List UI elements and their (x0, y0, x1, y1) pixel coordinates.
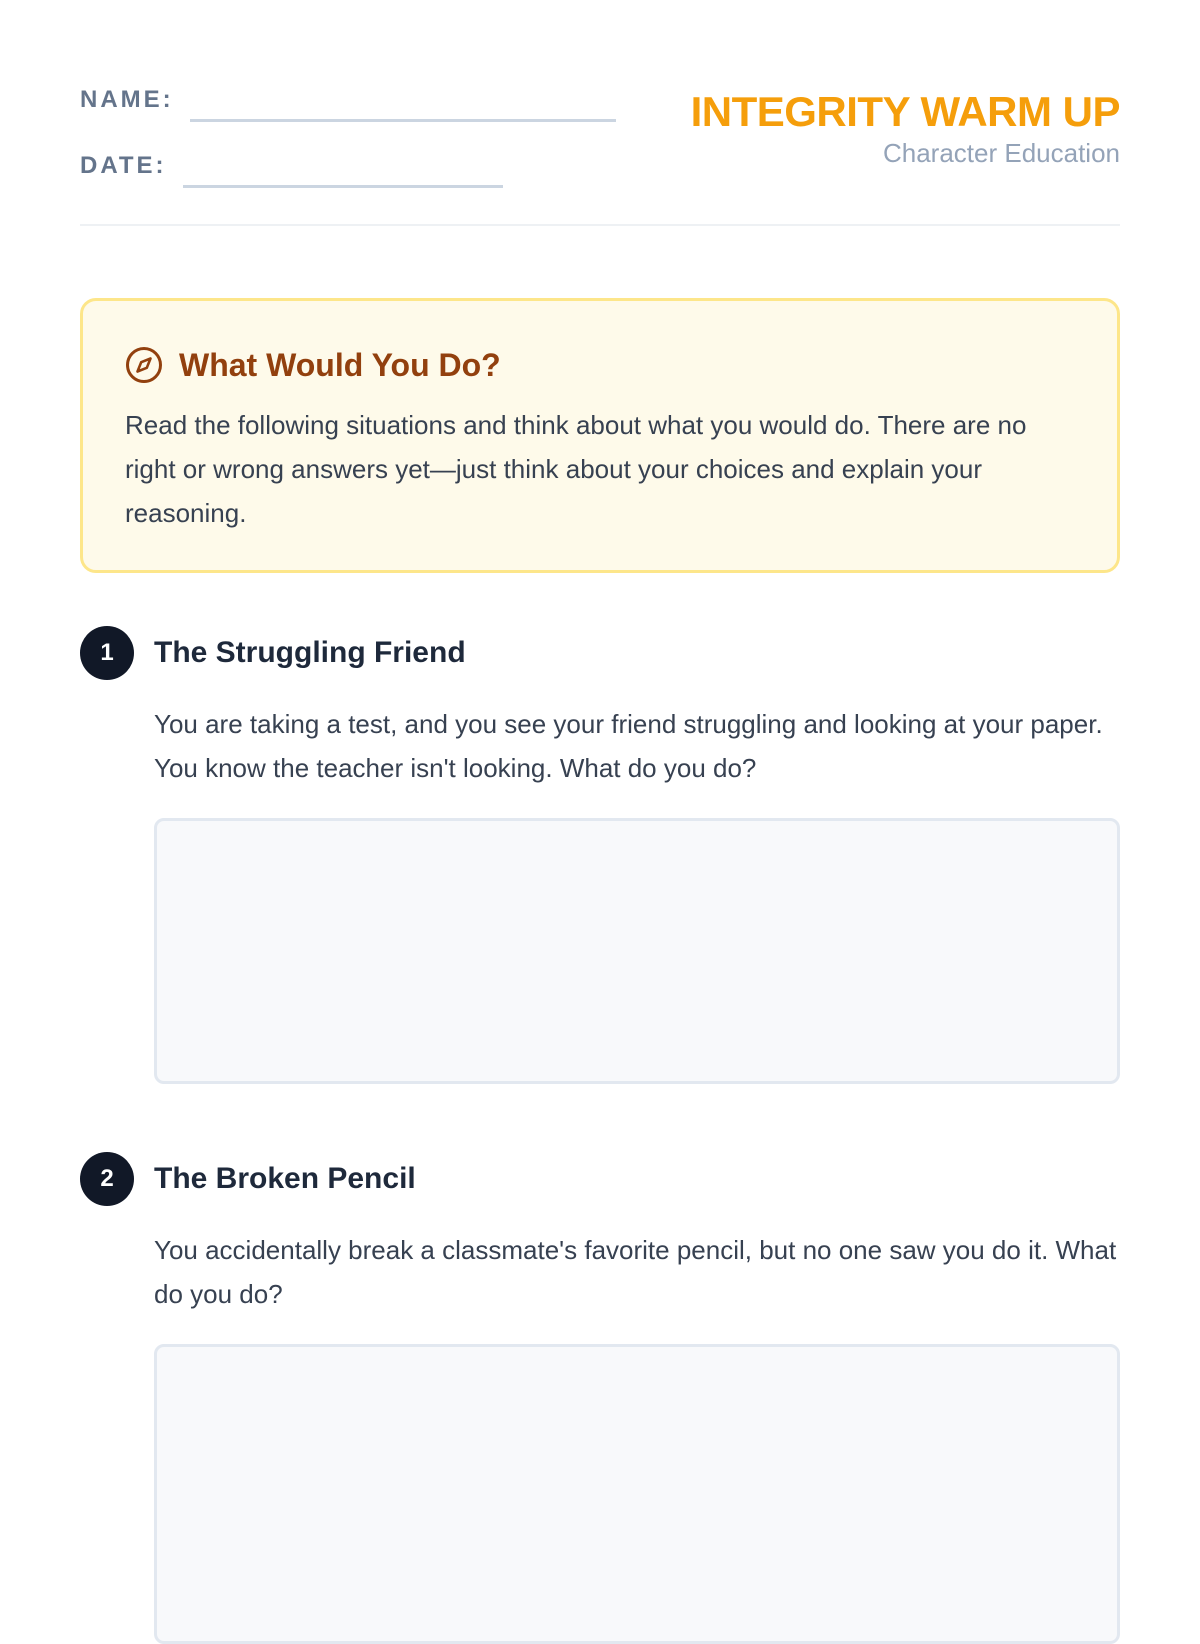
name-label: NAME: (80, 86, 174, 113)
worksheet-subtitle: Character Education (882, 138, 1120, 168)
answer-box[interactable] (154, 1344, 1120, 1644)
question-item (80, 1152, 1120, 1644)
worksheet-title: INTEGRITY WARM UP (690, 88, 1120, 135)
question-text: You accidentally break a classmate's favorite pencil, but no one saw you do it. What do you do? (154, 1235, 1117, 1309)
question-number-badge: 1 (80, 626, 134, 680)
name-input-line[interactable] (190, 119, 616, 122)
answer-box[interactable] (154, 818, 1120, 1084)
question-header (80, 1152, 1120, 1206)
question-title: The Broken Pencil (154, 1162, 416, 1195)
question-number-badge: 2 (80, 1152, 134, 1206)
instructions-box (80, 298, 1120, 573)
instructions-text: Read the following situations and think about what you would do. There are no right or wrong answers yet—just think about your choices and explain your reasoning. (125, 410, 1027, 528)
question-title: The Struggling Friend (154, 636, 466, 669)
date-label: DATE: (80, 152, 167, 179)
instructions-title: What Would You Do? (179, 347, 501, 383)
instructions-header (125, 345, 1075, 385)
question-header (80, 626, 1120, 680)
compass-icon (125, 346, 163, 384)
worksheet-header (80, 0, 1120, 226)
question-text: You are taking a test, and you see your friend struggling and looking at your paper. You know the teacher isn't looking. What do you do? (154, 709, 1103, 783)
worksheet-brand (691, 88, 1120, 168)
date-input-line[interactable] (183, 185, 503, 188)
question-item (80, 626, 1120, 1084)
date-field-row (80, 150, 503, 182)
worksheet-page (80, 0, 1120, 1309)
name-field-row (80, 84, 616, 116)
